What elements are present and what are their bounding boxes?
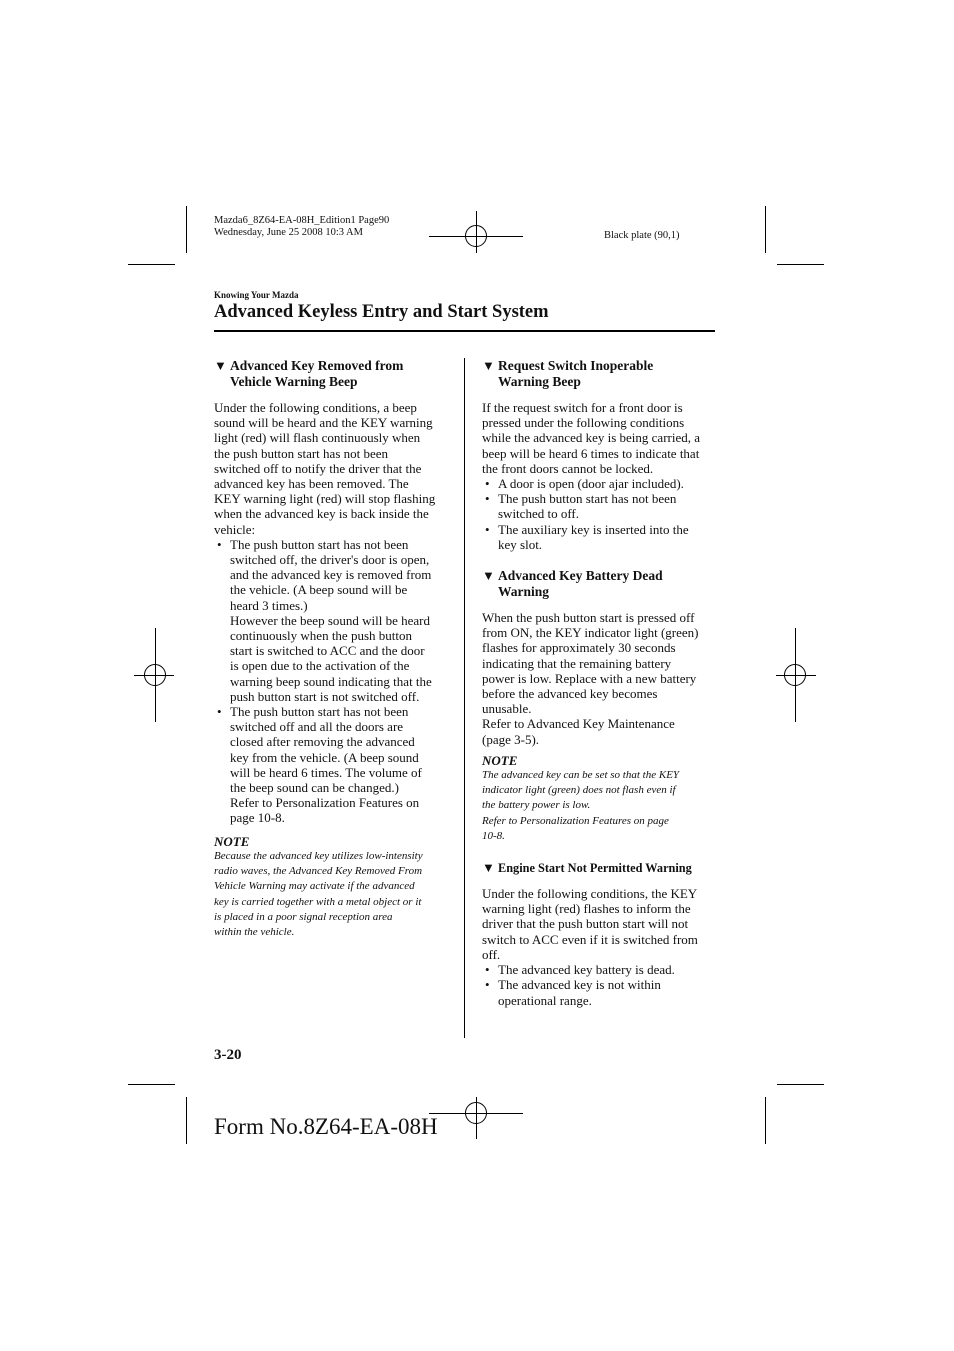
- list-item: • The auxiliary key is inserted into the key slot.: [485, 521, 689, 552]
- list-item: • The push button start has not been switched off, the driver's door is open, and the advanced key is removed from the vehicle. (A beep sound will be heard 3 times.) However the beep sound will be heard continuously when the push button start is switched to ACC and the door is open due to the activation of the warning beep sound indicating that the push button start is not switched off.: [217, 536, 432, 704]
- heading-engine-start-not-permitted: ▼ Engine Start Not Permitted Warning: [482, 860, 692, 876]
- triangle-icon: ▼: [482, 860, 495, 876]
- list-item: • The advanced key is not within operational range.: [485, 977, 661, 1008]
- section-label: Knowing Your Mazda: [214, 290, 299, 300]
- left-column: [214, 358, 454, 940]
- note-heading: NOTE: [214, 833, 250, 849]
- list-item: • The push button start has not been switched off and all the doors are closed after removing the advanced key from the vehicle. (A beep sound will be heard 6 times. The volume of the beep sound can be changed.) Refer to Personalization Features on page 10-8.: [217, 704, 422, 826]
- plate-label: Black plate (90,1): [604, 230, 680, 241]
- note-text: Because the advanced key utilizes low-intensity radio waves, the Advanced Key Removed From Vehicle Warning may activate if the advanced key is carried together with a metal object or it is placed in a poor signal reception area within the vehicle.: [214, 849, 423, 938]
- bullet-icon: •: [217, 536, 222, 552]
- page-number: 3-20: [214, 1047, 242, 1063]
- bullet-icon: •: [485, 962, 490, 978]
- paragraph-request-switch-intro: If the request switch for a front door is pressed under the following conditions while the advanced key is being carried, a beep will be heard 6 times to indicate that the front doors cannot be locked.: [482, 400, 701, 476]
- bullet-list: [214, 537, 454, 826]
- document-id: Mazda6_8Z64-EA-08H_Edition1 Page90: [214, 215, 390, 226]
- note-text: The advanced key can be set so that the KEY indicator light (green) does not flash even if the battery power is low. Refer to Personalization Features on page 10-8.: [482, 769, 680, 842]
- list-item: • The advanced key battery is dead.: [485, 962, 675, 978]
- form-number: Form No.8Z64-EA-08H: [214, 1114, 438, 1139]
- paragraph-battery-dead: When the push button start is pressed off from ON, the KEY indicator light (green) flashes for approximately 30 seconds indicating that the remaining battery power is low. Replace with a new battery before the advanced key becomes unusable. Refer to Advanced Key Maintenance (page 3-5).: [482, 610, 699, 747]
- triangle-icon: ▼: [482, 568, 495, 584]
- heading-request-switch-inoperable: ▼ Request Switch Inoperable Warning Beep: [482, 358, 654, 389]
- paragraph-engine-start: Under the following conditions, the KEY warning light (red) flashes to inform the driver that the push button start will not switch to ACC even if it is switched from off.: [482, 886, 698, 962]
- note-heading: NOTE: [482, 752, 518, 768]
- heading-key-removed-warning: ▼ Advanced Key Removed from Vehicle Warning Beep: [214, 358, 404, 389]
- bullet-icon: •: [485, 977, 490, 993]
- document-info: [214, 215, 389, 239]
- heading-battery-dead-warning: ▼ Advanced Key Battery Dead Warning: [482, 568, 663, 600]
- triangle-icon: ▼: [214, 358, 227, 373]
- bullet-icon: •: [485, 476, 490, 492]
- page-title: Advanced Keyless Entry and Start System: [214, 302, 549, 322]
- bullet-icon: •: [485, 521, 490, 537]
- paragraph-key-removed-intro: Under the following conditions, a beep sound will be heard and the KEY warning light (red) will flash continuously when the push button start has not been switched off to notify the driver that the advanced key has been removed. The KEY warning light (red) will stop flashing when the advanced key is back inside the vehicle:: [214, 400, 436, 537]
- right-column: [482, 358, 722, 1008]
- document-date: Wednesday, June 25 2008 10:3 AM: [214, 227, 363, 238]
- bullet-icon: •: [485, 491, 490, 507]
- triangle-icon: ▼: [482, 358, 495, 373]
- bullet-icon: •: [217, 704, 222, 720]
- list-item: • A door is open (door ajar included).: [485, 476, 684, 492]
- list-item: • The push button start has not been switched to off.: [485, 491, 677, 522]
- bullet-list: [482, 476, 722, 552]
- title-rule: [214, 330, 715, 332]
- bullet-list: [482, 962, 722, 1008]
- column-divider: [464, 358, 465, 1038]
